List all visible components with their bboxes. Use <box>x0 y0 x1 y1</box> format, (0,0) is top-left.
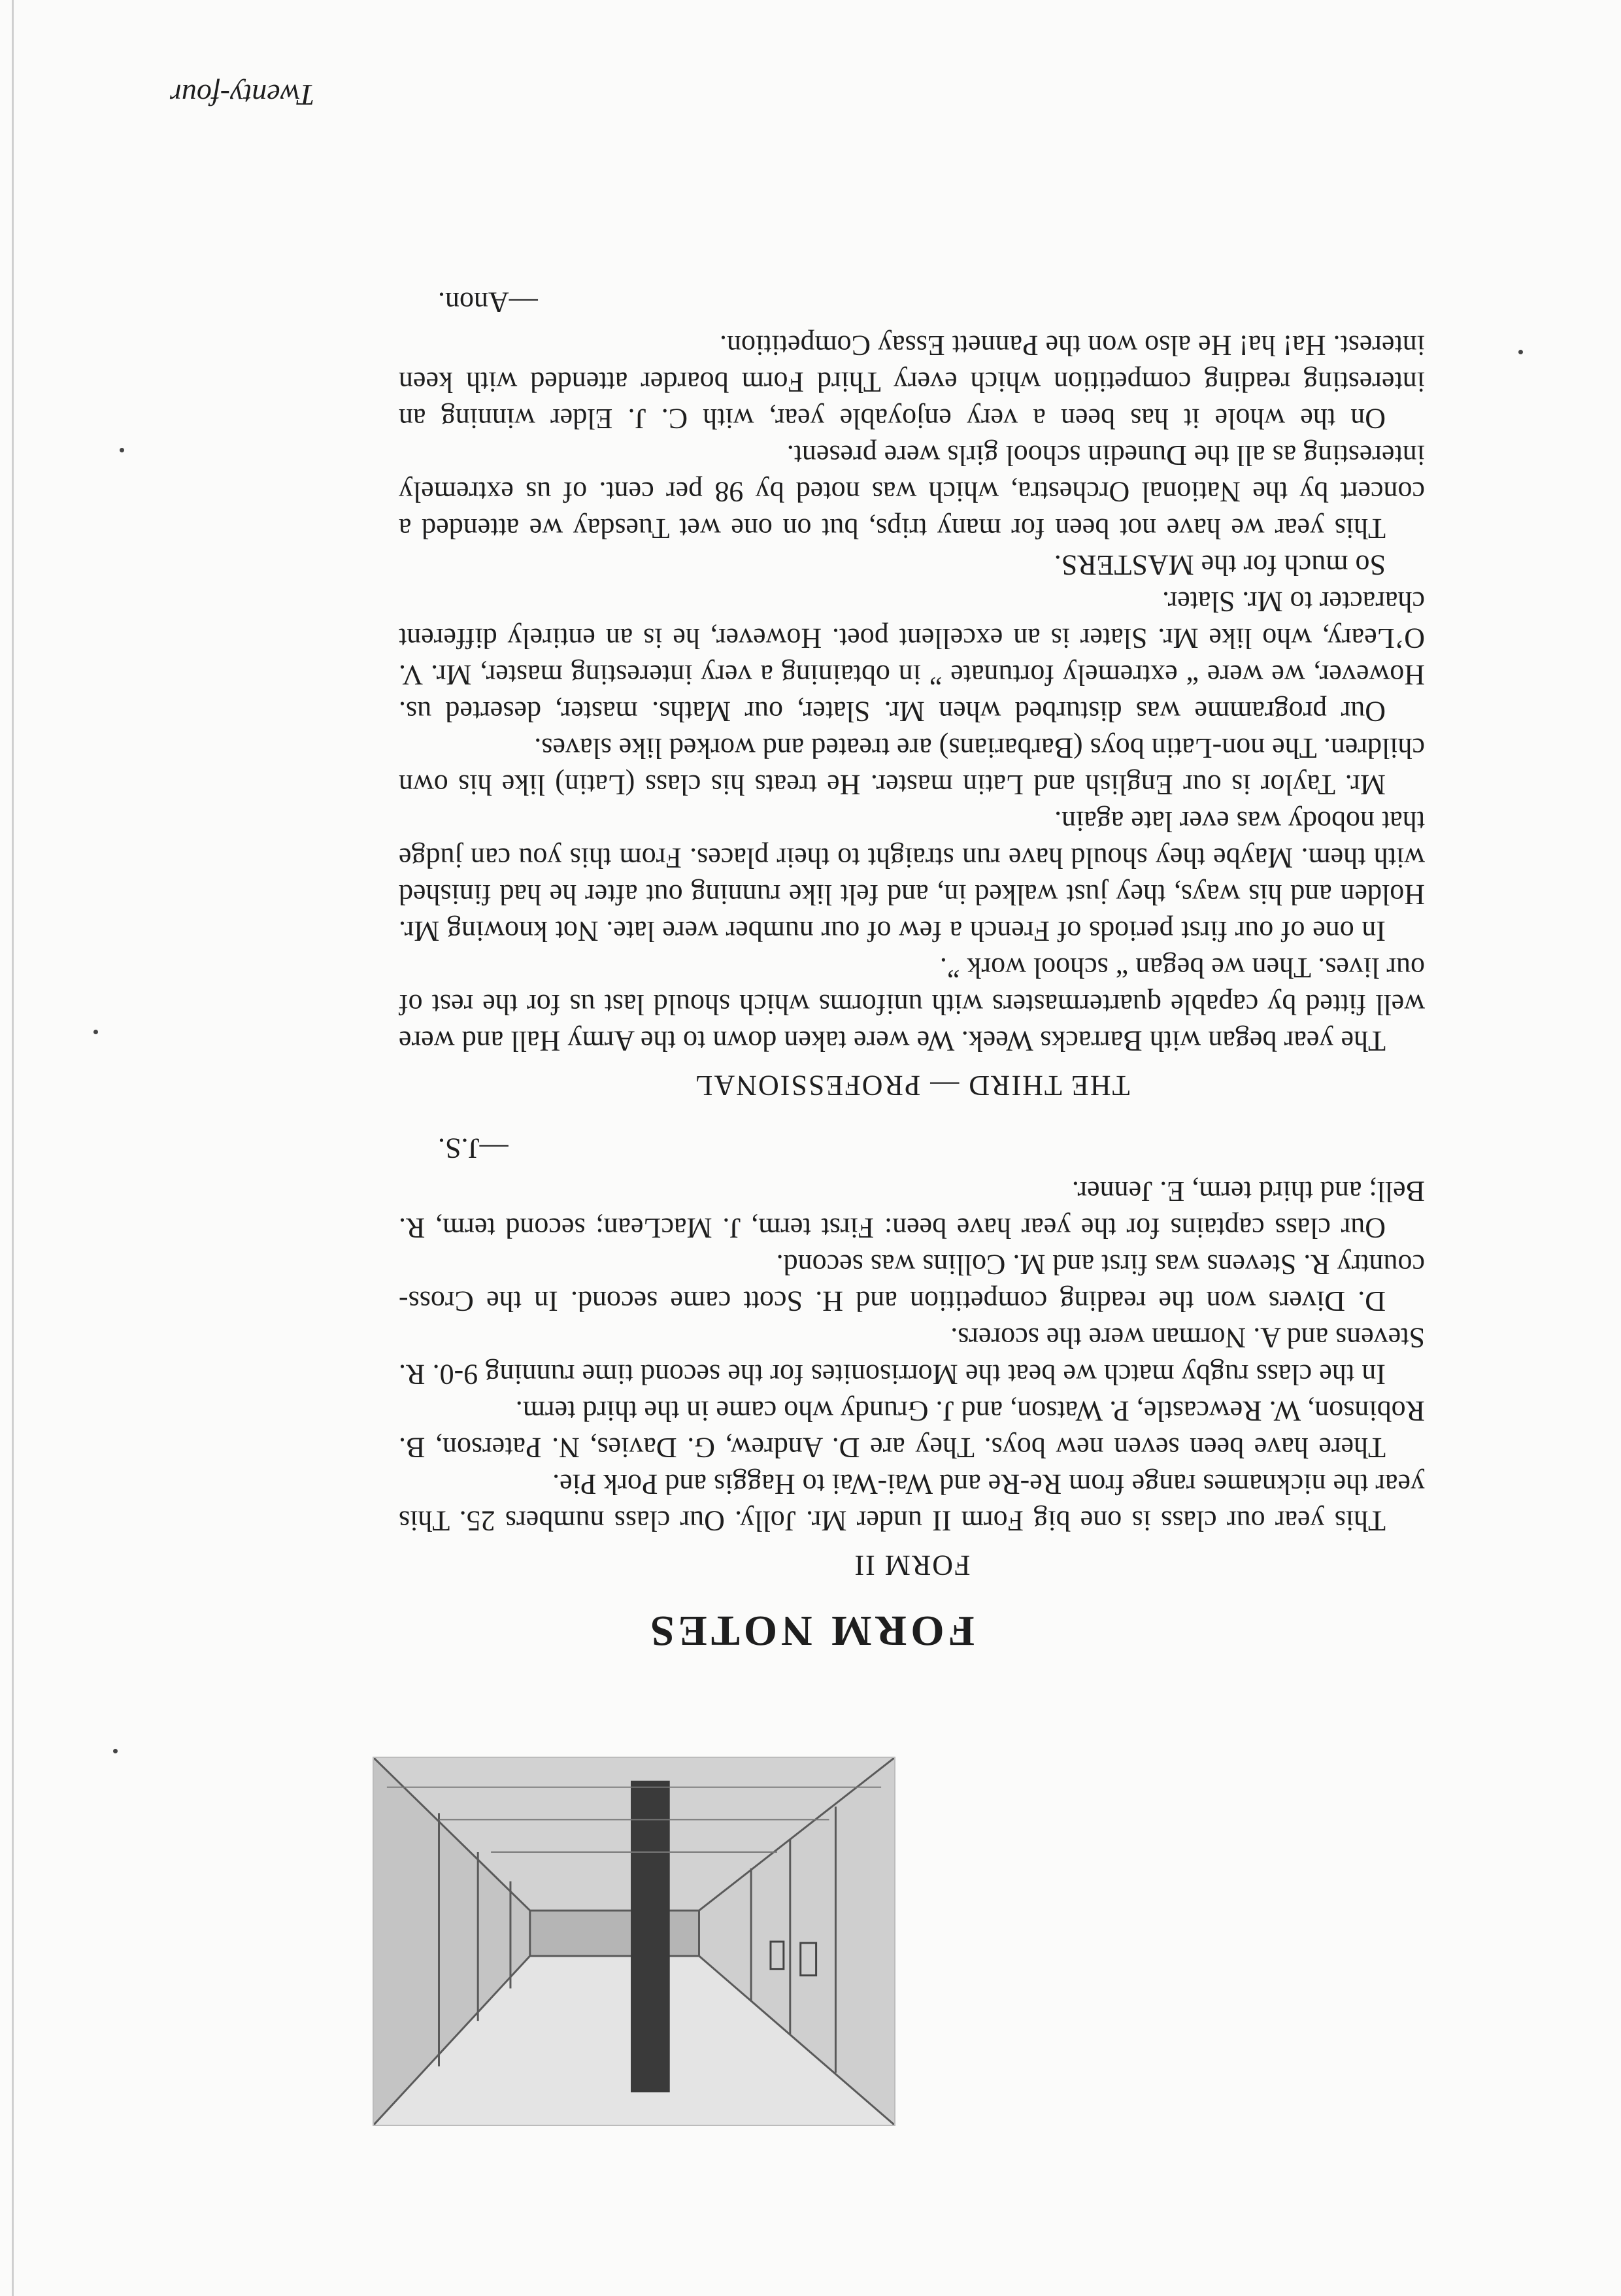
section-heading-third-professional: THE THIRD — PROFESSIONAL <box>694 1070 1130 1102</box>
signature: —Anon. <box>438 286 538 318</box>
page-title: FORM NOTES <box>646 1607 975 1655</box>
paragraph: There have been seven new boys. They are D. Andrew, G. Davies, N. Paterson, B. Robinson, W. Rewcastle, P. Watson, and J. Grundy who came in the third term. <box>399 1395 1425 1464</box>
paragraph: In one of our first periods of French a few of our number were late. Not knowing Mr. Holden and his ways, they just walked in, and felt like running out after he had finished with them. Maybe they should have run straight to their places. From this you can judge that nobody was ever late again. <box>399 805 1425 947</box>
paragraph: In the class rugby match we beat the Morrisonites for the second time running 9-0. R. Stevens and A. Norman were the scorers. <box>399 1322 1425 1391</box>
signature: —J.S. <box>438 1132 509 1164</box>
scan-speck <box>113 1749 118 1753</box>
paragraph: Mr. Taylor is our English and Latin master. He treats his class (Latin) like his own children. The non-Latin boys (Barbarians) are treated and worked like slaves. <box>399 732 1425 801</box>
page-number: Twenty-four <box>170 78 315 112</box>
paragraph: This year our class is one big Form II under Mr. Jolly. Our class numbers 25. This year the nicknames range from Re-Re and Wai-Wai to Haggis and Pork Pie. <box>399 1468 1425 1537</box>
paragraph: Our programme was disturbed when Mr. Slater, our Maths. master, deserted us. However, we were “ extremely fortunate ” in obtaining a very interesting master, Mr. V. O’Leary, who like Mr. Slater is an excellent poet. However, he is an entirely different character to Mr. Slater. <box>399 586 1425 728</box>
corridor-illustration <box>373 1757 895 2126</box>
paragraph: This year we have not been for many trips, but on one wet Tuesday we attended a concert by the National Orchestra, which was noted by 98 per cent. of us extremely interesting as all the Dunedin school girls were present. <box>399 439 1425 545</box>
paragraph: Our class captains for the year have been: First term, J. MacLean; second term, R. Bell; and third term, E. Jenner. <box>399 1175 1425 1244</box>
paragraph: The year began with Barracks Week. We were taken down to the Army Hall and were well fitted by capable quartermasters with uniforms which should last us for the rest of our lives. Then we began “ school work ”. <box>399 952 1425 1057</box>
scan-speck <box>120 448 124 452</box>
paragraph: On the whole it has been a very enjoyable year, with C. J. Elder winning an interesting reading competition which every Third Form boarder attended with keen interest. Ha! ha! He also won the Pannett Essay Competition. <box>399 329 1425 435</box>
paragraph: So much for the MASTERS. <box>1054 549 1386 581</box>
section-heading-form-ii: FORM II <box>853 1549 971 1581</box>
corridor-drawing <box>374 1758 894 2125</box>
scan-speck <box>1518 350 1523 354</box>
form-notes-text <box>399 258 1425 1583</box>
scan-edge-line <box>12 0 14 2296</box>
scan-speck <box>93 1030 98 1034</box>
paragraph: D. Divers won the reading competition and H. Scott came second. In the Cross-country R. Stevens was first and M. Collins was second. <box>399 1249 1425 1317</box>
